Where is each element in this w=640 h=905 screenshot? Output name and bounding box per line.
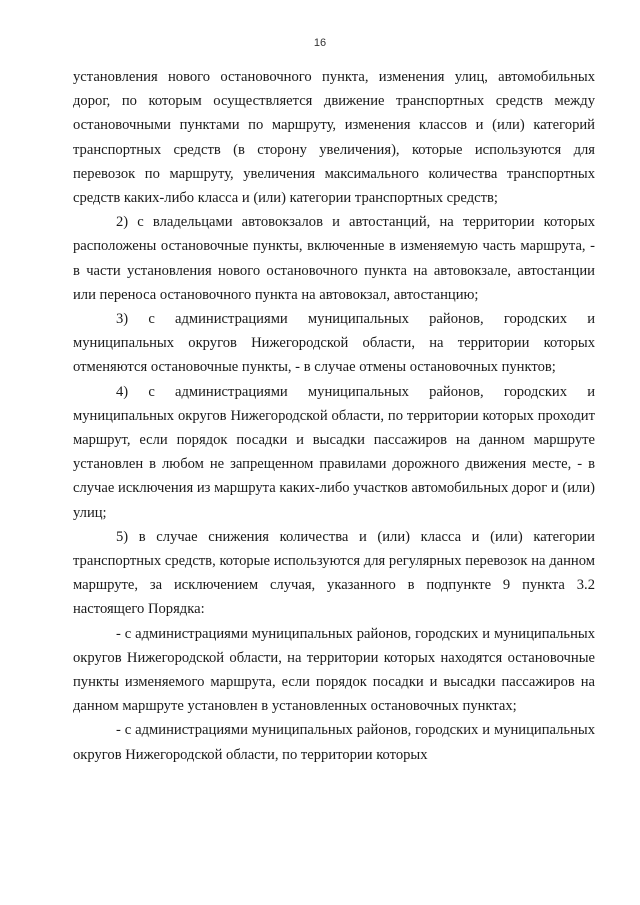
paragraph-item-2: 2) с владельцами автовокзалов и автостанций, на территории которых расположены остановочные пункты, включенные в изменяемую часть маршрута, - в части установления нового остановочного пункта на автовокзале, автостанции или переноса остановочного пункта на автовокзал, автостанцию; bbox=[73, 214, 595, 303]
paragraph-item-5: 5) в случае снижения количества и (или) класса и (или) категории транспортных средств, которые используются для регулярных перевозок на данном маршруте, за исключением случая, указанного в подпункте 9 пункта 3.2 настоящего Порядка: bbox=[73, 528, 595, 618]
paragraph-item-3: 3) с администрациями муниципальных районов, городских и муниципальных округов Нижегородской области, на территории которых отменяются остановочные пункты, - в случае отмены остановочных пунктов; bbox=[73, 311, 595, 376]
paragraph-continuation: установления нового остановочного пункта, изменения улиц, автомобильных дорог, по которым осуществляется движение транспортных средств между остановочными пунктами по маршруту, изменения классов и (или) категорий транспортных средств (в сторону увеличения), которые используются для перевозок по маршруту, увеличения максимального количества транспортных средств каких-либо класса и (или) категории транспортных средств; bbox=[73, 69, 595, 207]
body-text bbox=[73, 65, 595, 767]
paragraph-item-5-dash-2: - с администрациями муниципальных районов, городских и муниципальных округов Нижегородской области, по территории которых bbox=[73, 722, 595, 763]
page-number: 16 bbox=[313, 37, 327, 49]
paragraph-item-4: 4) с администрациями муниципальных районов, городских и муниципальных округов Нижегородской области, по территории которых проходит маршрут, если порядок посадки и высадки пассажиров на данном маршруте установлен в любом не запрещенном правилами дорожного движения месте, - в случае исключения из маршрута каких-либо участков автомобильных дорог и (или) улиц; bbox=[73, 383, 595, 521]
paragraph-item-5-dash-1: - с администрациями муниципальных районов, городских и муниципальных округов Нижегородской области, на территории которых находятся остановочные пункты изменяемого маршрута, если порядок посадки и высадки пассажиров на данном маршруте установлен в установленных остановочных пунктах; bbox=[73, 625, 595, 715]
